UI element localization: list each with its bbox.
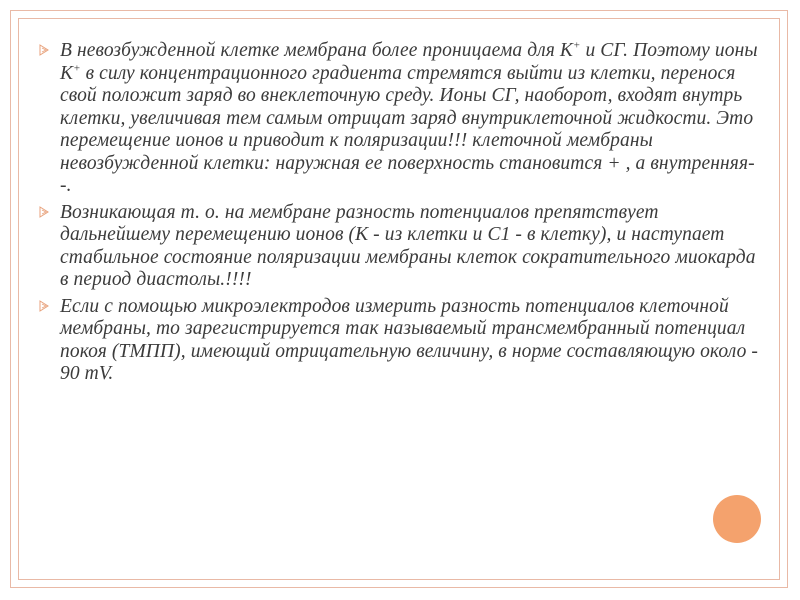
- bullet-item-2: [36, 202, 766, 292]
- bullet-item-3: [36, 296, 766, 386]
- bullet-diamond-icon: [38, 300, 50, 312]
- bullet-item-1: [36, 40, 766, 198]
- bullet-diamond-icon: [38, 206, 50, 218]
- bullet-text-2: Возникающая т. о. на мембране разность потенциалов препятствует дальнейшему перемещению ионов (К - из клетки и С1 - в клетку), и наступает стабильное состояние поляризации мембраны клеток сократительного миокарда в период диастолы.!!!!: [60, 201, 756, 290]
- bullet-diamond-icon: [38, 44, 50, 56]
- decorative-orange-circle: [713, 495, 761, 543]
- bullet-text-1: В невозбужденной клетке мембрана более проницаема для К+ и СГ. Поэтому ионы К+ в силу концентрационного градиента стремятся выйти из клетки, перенося свой положит заряд во внеклеточную среду. Ионы СГ, наоборот, входят внутрь клетки, увеличивая тем самым отрицат заряд внутриклеточной жидкости. Это перемещение ионов и приводит к поляризации!!! клеточной мембраны невозбужденной клетки: наружная ее поверхность становится + , а внутренняя- -.: [60, 39, 758, 196]
- bullet-text-3: Если с помощью микроэлектродов измерить разность потенциалов клеточной мембраны, то зарегистрируется так называемый трансмембранный потенциал покоя (ТМПП), имеющий отрицательную величину, в норме составляющую около - 90 mV.: [60, 295, 759, 384]
- slide-content: [36, 40, 766, 390]
